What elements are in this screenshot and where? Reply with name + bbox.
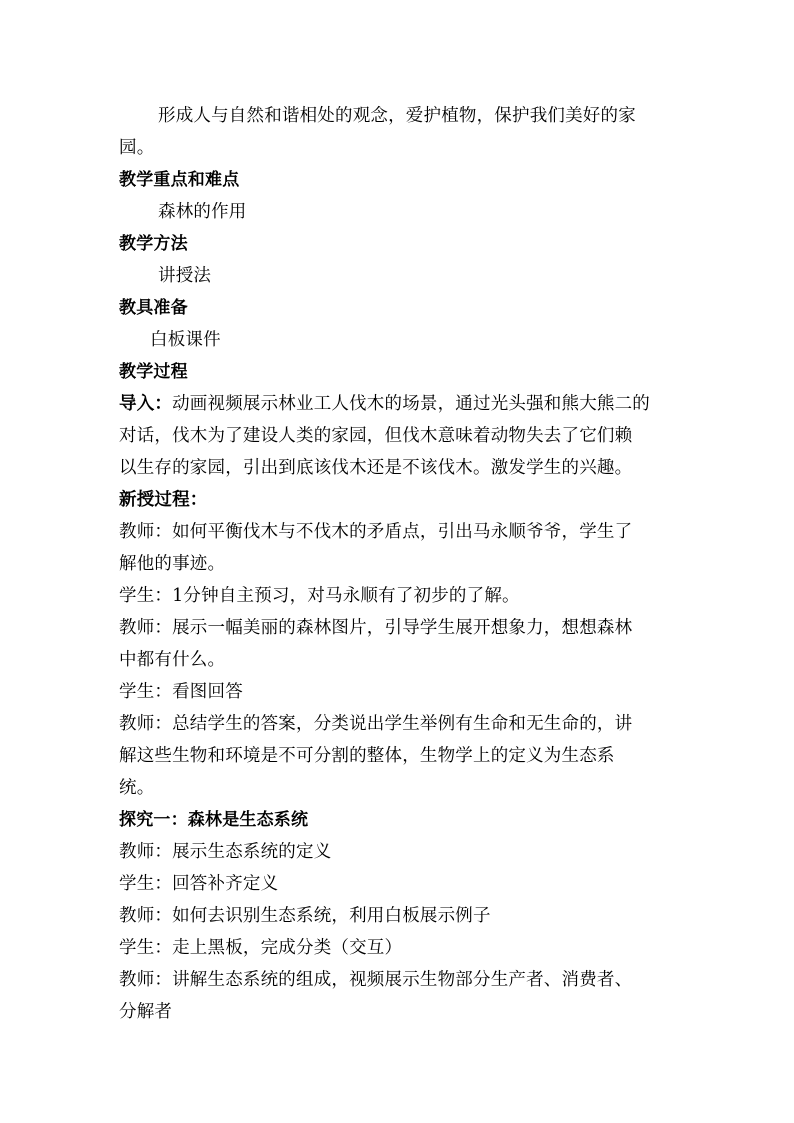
intro-text: 动画视频展示林业工人伐木的场景，通过光头强和熊大熊二的: [172, 394, 651, 414]
intro-label: 导入：: [119, 394, 173, 414]
process-line: 学生：1分钟自主预习，对马永顺有了初步的了解。: [119, 586, 520, 606]
tools-heading: 教具准备: [119, 298, 188, 318]
explore-line: 学生：走上黑板，完成分类（交互）: [119, 938, 403, 958]
explore-line: 教师：展示生态系统的定义: [119, 842, 332, 862]
tools-body: 白板课件: [150, 330, 221, 350]
intro-paragraph-line-3: 以生存的家园，引出到底该伐木还是不该伐木。激发学生的兴趣。: [119, 458, 633, 478]
goal-text-line-2: 园。: [119, 138, 155, 158]
explore-line: 分解者: [119, 1002, 173, 1022]
goal-text-line-1: 形成人与自然和谐相处的观念，爱护植物，保护我们美好的家: [158, 106, 636, 126]
process-line: 教师：如何平衡伐木与不伐木的矛盾点，引出马永顺爷爷，学生了: [119, 522, 633, 542]
explore-line: 教师：讲解生态系统的组成，视频展示生物部分生产者、消费者、: [119, 970, 633, 990]
key-points-body: 森林的作用: [158, 202, 247, 222]
explore-line: 学生：回答补齐定义: [119, 874, 279, 894]
process-line: 学生：看图回答: [119, 682, 243, 702]
process-line: 统。: [119, 778, 155, 798]
explore-line: 教师：如何去识别生态系统，利用白板展示例子: [119, 906, 491, 926]
intro-paragraph-line-1: [119, 394, 679, 414]
explore-heading: 探究一：森林是生态系统: [119, 810, 309, 830]
process-line: 教师：展示一幅美丽的森林图片，引导学生展开想象力，想想森林: [119, 618, 633, 638]
process-heading: 教学过程: [119, 362, 188, 382]
method-body: 讲授法: [158, 266, 212, 286]
key-points-heading: 教学重点和难点: [119, 170, 240, 190]
new-teaching-label: 新授过程：: [119, 490, 208, 510]
process-line: 解他的事迹。: [119, 554, 226, 574]
process-line: 中都有什么。: [119, 650, 226, 670]
process-line: 教师：总结学生的答案，分类说出学生举例有生命和无生命的，讲: [119, 714, 633, 734]
method-heading: 教学方法: [119, 234, 188, 254]
process-line: 解这些生物和环境是不可分割的整体，生物学上的定义为生态系: [119, 746, 615, 766]
intro-paragraph-line-2: 对话，伐木为了建设人类的家园，但伐木意味着动物失去了它们赖: [119, 426, 633, 446]
